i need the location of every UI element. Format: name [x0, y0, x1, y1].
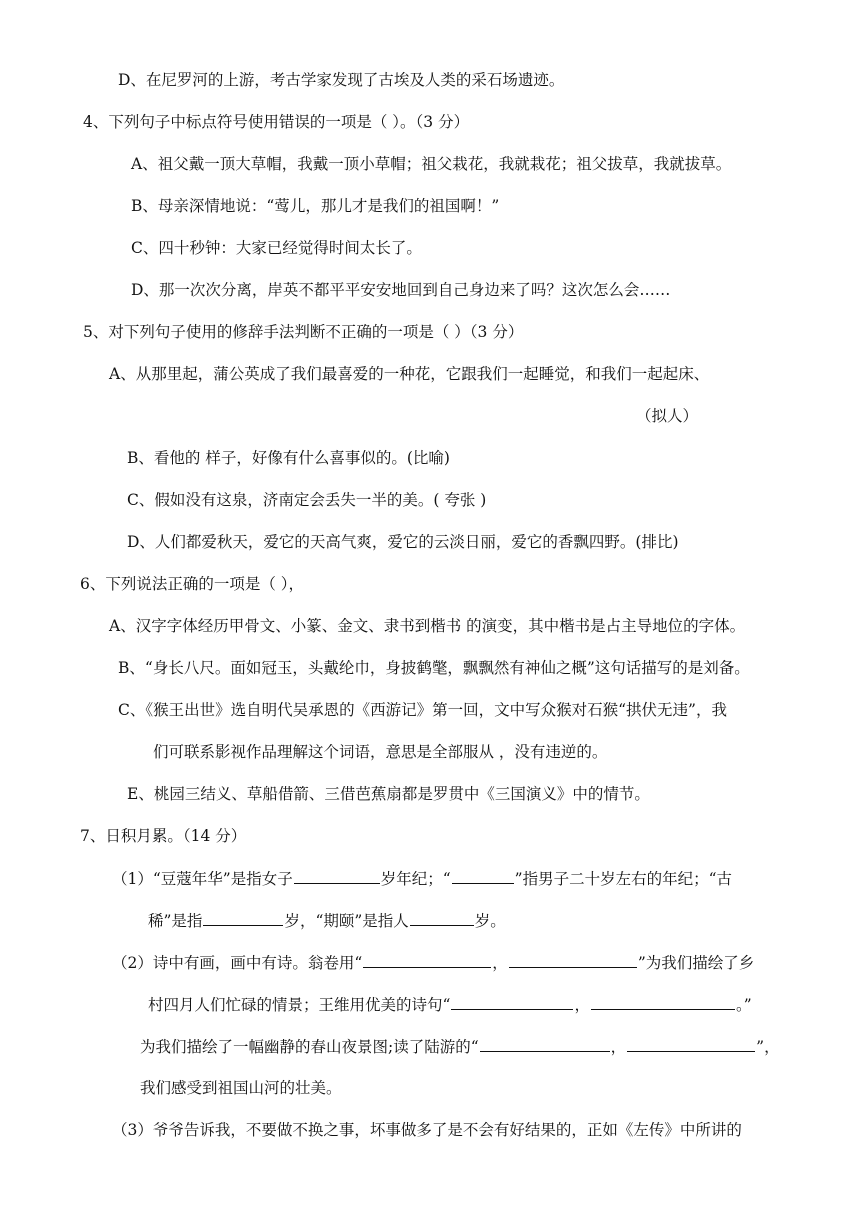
- q7-part2-text-i: ”，: [756, 1038, 780, 1056]
- answer-blank-guxi[interactable]: [203, 909, 283, 926]
- q7-part3-line1: [112, 1119, 742, 1141]
- q4-option-d: D、那一次次分离，岸英不都平平安安地回到自己身边来了吗？这次怎么会……: [131, 281, 671, 299]
- q5-option-b: B、看他的 样子，好像有什么喜事似的。(比喻): [127, 449, 450, 467]
- q6-option-b: B、“身长八尺。面如冠玉，头戴纶巾，身披鹤氅，飘飘然有神仙之概”这句话描写的是刘备。: [118, 659, 750, 677]
- answer-blank-wengjuan-2[interactable]: [509, 951, 637, 968]
- q6-stem: 6、下列说法正确的一项是（ ），: [80, 575, 305, 593]
- answer-blank-wengjuan-1[interactable]: [363, 951, 491, 968]
- answer-blank-wangwei-2[interactable]: [591, 993, 735, 1010]
- answer-blank-luyou-1[interactable]: [480, 1035, 610, 1052]
- q7-part1-text-c: ”指男子二十岁左右的年纪；“古: [514, 870, 733, 888]
- q4-option-c: C、四十秒钟：大家已经觉得时间太长了。: [131, 239, 422, 257]
- q6-option-e: E、桃园三结义、草船借箭、三借芭蕉扇都是罗贯中《三国演义》中的情节。: [127, 785, 650, 803]
- q4-option-a: A、祖父戴一顶大草帽，我戴一顶小草帽；祖父栽花，我就栽花；祖父拔草，我就拔草。: [131, 155, 732, 173]
- q7-part2-line4: [140, 1077, 342, 1099]
- q7-part2-text-a: （2）诗中有画，画中有诗。翁卷用“: [112, 954, 363, 972]
- q6-option-c: C、《猴王出世》选自明代吴承恩的《西游记》第一回，文中写众猴对石猴“拱伏无违”，我: [118, 701, 727, 719]
- q7-part2-line2: [148, 993, 752, 1015]
- q7-part2-text-d: 村四月人们忙碌的情景；王维用优美的诗句“: [148, 996, 451, 1014]
- answer-blank-qiyi[interactable]: [410, 909, 474, 926]
- q7-part3-text-a: （3）爷爷告诉我，不要做不换之事，坏事做多了是不会有好结果的，正如《左传》中所讲的: [112, 1121, 742, 1139]
- q7-part2-text-e: ，: [574, 996, 590, 1014]
- q7-part2-text-j: 我们感受到祖国山河的壮美。: [140, 1079, 342, 1097]
- q7-part2-text-f: 。”: [735, 996, 752, 1014]
- answer-blank-wangwei-1[interactable]: [451, 993, 573, 1010]
- q7-part2-text-c: ”为我们描绘了乡: [637, 954, 755, 972]
- q5-option-d: D、人们都爱秋天，爱它的天高气爽，爱它的云淡日丽，爱它的香飘四野。(排比): [127, 533, 679, 551]
- q7-stem: 7、日积月累。（14 分）: [80, 827, 247, 845]
- answer-blank-doukou[interactable]: [294, 867, 380, 884]
- q7-part2-text-g: 为我们描绘了一幅幽静的春山夜景图;读了陆游的“: [140, 1038, 479, 1056]
- q6-option-a: A、汉字字体经历甲骨文、小篆、金文、隶书到楷书 的演变，其中楷书是占主导地位的字体。: [109, 617, 746, 635]
- q5-option-a: A、从那里起，蒲公英成了我们最喜爱的一种花，它跟我们一起睡觉，和我们一起起床、: [109, 365, 710, 383]
- q7-part1-text-d: 稀”是指: [148, 912, 203, 930]
- q5-option-a-tag: （拟人）: [636, 407, 699, 425]
- q3-option-d: D、在尼罗河的上游，考古学家发现了古埃及人类的采石场遗迹。: [118, 71, 565, 89]
- q6-option-c-cont: 们可联系影视作品理解这个词语，意思是全部服从 ，没有违逆的。: [153, 743, 608, 761]
- q7-part2-line3: [140, 1035, 780, 1057]
- q7-part1-text-f: 岁。: [474, 912, 506, 930]
- q4-stem: 4、下列句子中标点符号使用错误的一项是（ ）。（3 分）: [83, 113, 470, 131]
- answer-blank-luyou-2[interactable]: [627, 1035, 755, 1052]
- q7-part1-text-e: 岁，“期颐”是指人: [284, 912, 409, 930]
- q7-part1-line2: [148, 909, 506, 931]
- q5-option-c: C、假如没有这泉，济南定会丢失一半的美。( 夸张 ): [127, 491, 487, 509]
- q7-part2-text-b: ，: [492, 954, 508, 972]
- q7-part2-text-h: ，: [610, 1038, 627, 1056]
- q4-option-b: B、母亲深情地说：“莺儿，那儿才是我们的祖国啊！”: [131, 197, 500, 215]
- q7-part1-text-a: （1）“豆蔻年华”是指女子: [112, 870, 293, 888]
- q7-part2-line1: [112, 951, 754, 973]
- answer-blank-ruoguan[interactable]: [452, 867, 514, 884]
- q5-stem: 5、对下列句子使用的修辞手法判断不正确的一项是（ ）（3 分）: [83, 323, 524, 341]
- q7-part1-text-b: 岁年纪；“: [380, 870, 451, 888]
- q7-part1-line1: [112, 867, 732, 889]
